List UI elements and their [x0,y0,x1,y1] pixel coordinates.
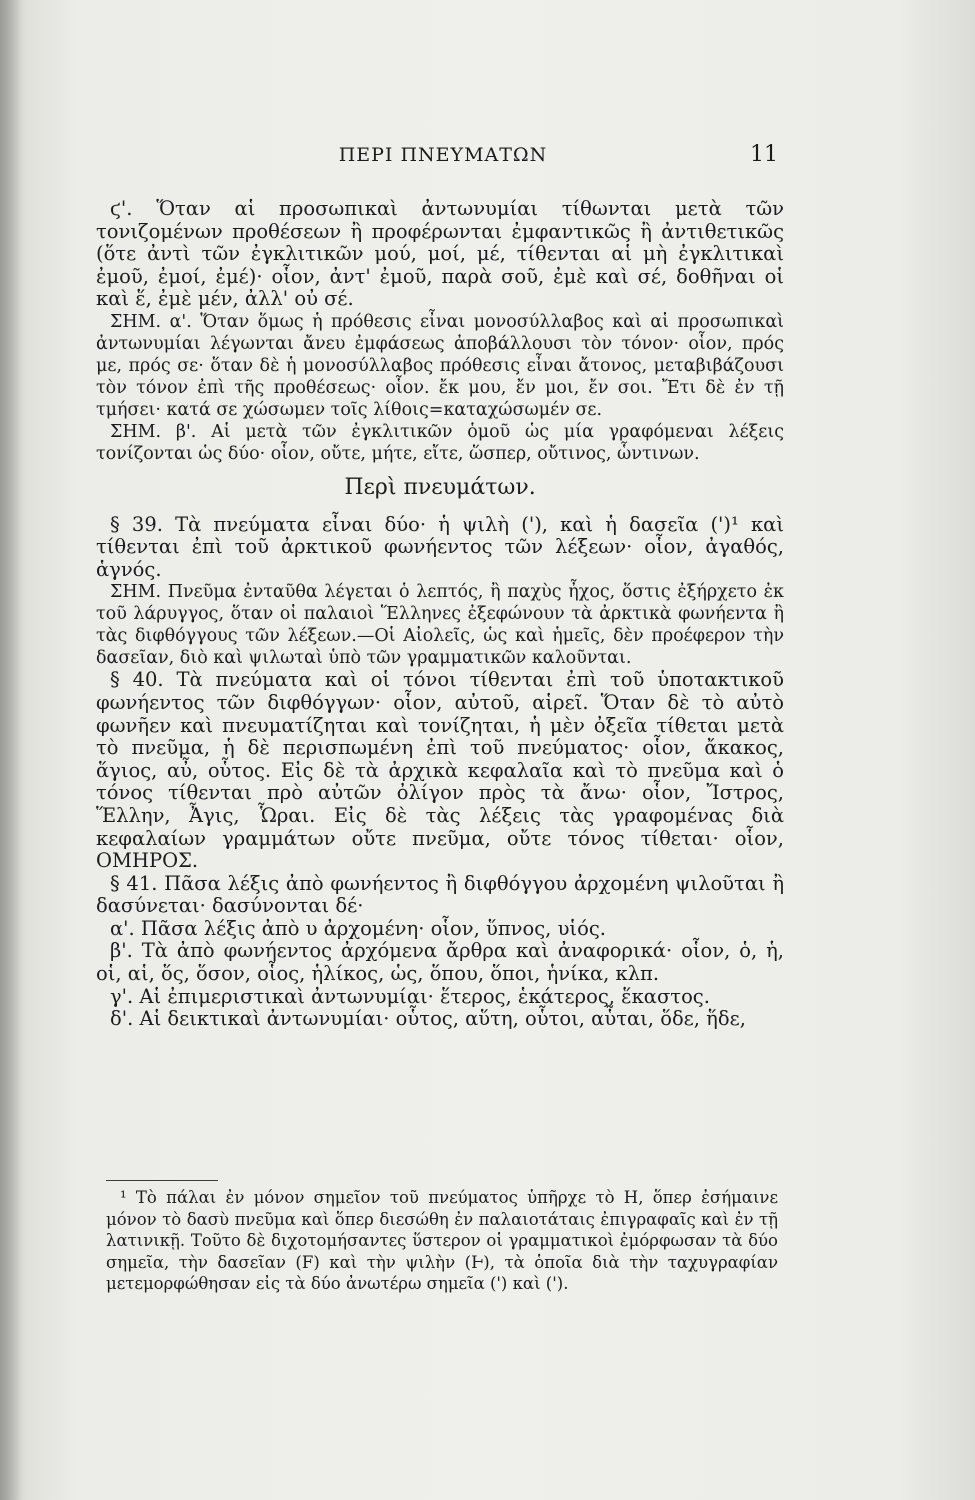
paragraph-40: § 40. Τὰ πνεύματα καὶ οἱ τόνοι τίθενται ἐπὶ τοῦ ὑποτακτικοῦ φωνήεντος τῶν διφθόγγων· οἷον, αὐτοῦ, αἱρεῖ. Ὅταν δὲ τὸ αὐτὸ φωνῆεν καὶ πνευματίζηται καὶ τονίζηται, ἡ μὲν ὀξεῖα τίθεται μετὰ τὸ πνεῦμα, ἡ δὲ περισπωμένη ἐπὶ τοῦ πνεύματος· οἷον, ἄκακος, ἅγιος, αὖ, οὗτος. Εἰς δὲ τὰ ἀρχικὰ κεφαλαῖα καὶ τὸ πνεῦμα καὶ ὁ τόνος τίθενται πρὸ αὐτῶν ὀλίγον πρὸς τὰ ἄνω· οἷον, Ἴστρος, Ἕλλην, Ἆγις, Ὧραι. Εἰς δὲ τὰς λέξεις τὰς γραφομένας διὰ κεφαλαίων γραμμάτων οὔτε πνεῦμα, οὔτε τόνος τίθεται· οἷον, ΟΜΗΡΟΣ. [96,668,784,873]
item-a: α'. Πᾶσα λέξις ἀπὸ υ ἀρχομένη· οἷον, ὕπνος, υἱός. [110,916,606,940]
page-body [96,198,784,1031]
note-a: ΣΗΜ. α'. Ὅταν ὅμως ἡ πρόθεσις εἶναι μονοσύλλαβος καὶ αἱ προσωπικαὶ ἀντωνυμίαι λέγωνται ἄνευ ἐμφάσεως ἀποβάλλουσι τὸν τόνον· οἷον, πρός με, πρός σε· ὅταν δὲ ἡ μονοσύλλαβος πρόθεσις εἶναι ἄτονος, μεταβιβάζουσι τὸν τόνον ἐπὶ τῆς προθέσεως· οἷον. ἔκ μου, ἔν μοι, ἔν σοι. Ἔτι δὲ ἐν τῇ τμήσει· κατά σε χώσωμεν τοῖς λίθοις=καταχώσωμέν σε. [96,311,784,420]
page-edge-shadow [0,0,22,1500]
footnotes [106,1180,778,1295]
paragraph-rule-6: ϛ'. Ὅταν αἱ προσωπικαὶ ἀντωνυμίαι τίθωνται μετὰ τῶν τονιζομένων προθέσεων ἢ προφέρωνται ἐμφαντικῶς ἢ ἀντιθετικῶς (ὅτε ἀντὶ τῶν ἐγκλιτικῶν μού, μοί, μέ, τίθενται αἱ μὴ ἐγκλιτικαὶ ἐμοῦ, ἐμοί, ἐμέ)· οἷον, ἀντ' ἐμοῦ, παρὰ σοῦ, ἐμὲ καὶ σέ, δοθῆναι οἱ καὶ ἕ, ἐμὲ μέν, ἀλλ' οὐ σέ. [96,197,784,311]
footnote-1: ¹ Τὸ πάλαι ἐν μόνον σημεῖον τοῦ πνεύματος ὑπῆρχε τὸ Η, ὅπερ ἐσήμαινε μόνον τὸ δασὺ πνεῦμα καὶ ὅπερ διεσώθη ἐν παλαιοτάταις ἐπιγραφαῖς καὶ ἐν τῇ λατινικῇ. Τοῦτο δὲ διχοτομήσαντες ὕστερον οἱ γραμματικοὶ ἐμόρφωσαν τὰ δύο σημεῖα, τὴν δασεῖαν (F) καὶ τὴν ψιλὴν (Ⱶ), τὰ ὁποῖα διὰ τὴν ταχυγραφίαν μετεμορφώθησαν εἰς τὰ δύο ἀνωτέρω σημεῖα (') καὶ ('). [106,1188,778,1293]
item-c: γ'. Αἱ ἐπιμεριστικαὶ ἀντωνυμίαι· ἕτερος, ἑκάτερος, ἕκαστος. [110,984,710,1008]
note-39: ΣΗΜ. Πνεῦμα ἐνταῦθα λέγεται ὁ λεπτός, ἢ παχὺς ἦχος, ὅστις ἐξήρχετο ἐκ τοῦ λάρυγγος, ὅταν οἱ παλαιοὶ Ἕλληνες ἐξεφώνουν τὰ ἀρκτικὰ φωνήεντα ἢ τὰς διφθόγγους τῶν λέξεων.—Οἱ Αἰολεῖς, ὡς καὶ ἡμεῖς, δὲν προέφερον τὴν δασεῖαν, διὸ καὶ ψιλωταὶ ὑπὸ τῶν γραμματικῶν καλοῦνται. [96,582,784,669]
section-heading: Περὶ πνευμάτων. [344,474,536,500]
page-header [108,140,778,174]
item-d: δ'. Αἱ δεικτικαὶ ἀντωνυμίαι· οὗτος, αὕτη, οὗτοι, αὗται, ὅδε, ἥδε, [110,1007,746,1031]
note-b: ΣΗΜ. β'. Αἱ μετὰ τῶν ἐγκλιτικῶν ὁμοῦ ὡς μία γραφόμεναι λέξεις τονίζονται ὡς δύο· οἷον, οὔτε, μήτε, εἴτε, ὥσπερ, οὔτινος, ὧντινων. [96,421,784,464]
item-b: β'. Τὰ ἀπὸ φωνήεντος ἀρχόμενα ἄρθρα καὶ ἀναφορικά· οἷον, ὁ, ἡ, οἱ, αἱ, ὅς, ὅσον, οἷος, ἡλίκος, ὡς, ὅπου, ὅποι, ἡνίκα, κλπ. [96,939,784,986]
paragraph-39: § 39. Τὰ πνεύματα εἶναι δύο· ἡ ψιλὴ ('), καὶ ἡ δασεῖα (')¹ καὶ τίθενται ἐπὶ τοῦ ἀρκτικοῦ φωνήεντος τῶν λέξεων· οἷον, ἀγαθός, ἁγνός. [96,512,784,581]
footnote-divider [106,1180,218,1181]
running-title: ΠΕΡΙ ΠΝΕΥΜΑΤΩΝ [338,144,548,166]
page-number: 11 [750,142,778,167]
paragraph-41: § 41. Πᾶσα λέξις ἀπὸ φωνήεντος ἢ διφθόγγου ἀρχομένη ψιλοῦται ἢ δασύνεται· δασύνονται δέ· [96,871,784,918]
